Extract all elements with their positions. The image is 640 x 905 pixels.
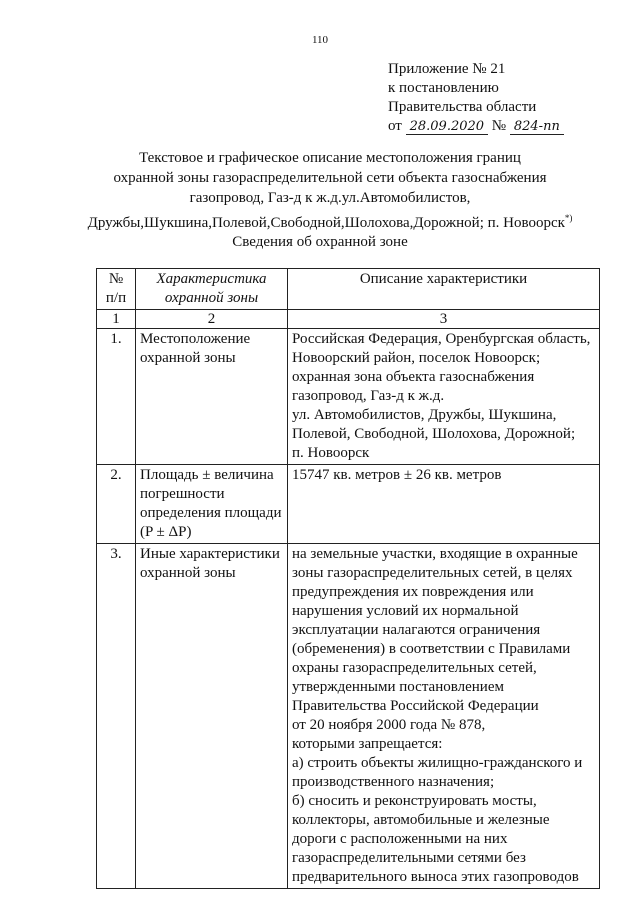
characteristic-line: (P ± ΔP) [140, 524, 192, 540]
number-prefix: № [491, 118, 507, 134]
description-line: газораспределительными сетями без [292, 850, 526, 866]
description-line: зоны газораспределительных сетей, в целях [292, 565, 573, 581]
characteristic-line: охранной зоны [140, 565, 236, 581]
description-line: коллекторы, автомобильные и железные [292, 812, 550, 828]
description-line: предупреждения их повреждения или [292, 584, 534, 600]
column-number: 1 [97, 310, 136, 329]
appendix-line-3: Правительства области [388, 99, 537, 115]
handwritten-number: 824-пп [510, 120, 564, 135]
description-line: производственного назначения; [292, 774, 495, 790]
description-line: б) сносить и реконструировать мосты, [292, 793, 537, 809]
description-line: Полевой, Свободной, Шолохова, Дорожной; [292, 426, 576, 442]
title-line-4-wrap [60, 208, 600, 233]
characteristic-line: Местоположение [140, 331, 251, 347]
characteristic-line: погрешности [140, 486, 225, 502]
description-line: 15747 кв. метров ± 26 кв. метров [292, 467, 502, 483]
appendix-block [388, 60, 564, 136]
date-prefix: от [388, 118, 402, 134]
row-characteristic [136, 544, 288, 889]
description-line: ул. Автомобилистов, Дружбы, Шукшина, [292, 407, 557, 423]
appendix-date-line [388, 117, 564, 136]
column-number: 2 [136, 310, 288, 329]
row-description [288, 465, 600, 544]
characteristic-line: охранной зоны [140, 350, 236, 366]
table-row [97, 465, 600, 544]
header-characteristic [136, 269, 288, 310]
description-line: Новоорский район, поселок Новоорск; [292, 350, 541, 366]
description-line: которыми запрещается: [292, 736, 443, 752]
row-description [288, 544, 600, 889]
description-line: а) строить объекты жилищно-гражданского и [292, 755, 583, 771]
document-title [60, 148, 600, 233]
row-number: 1. [97, 329, 136, 465]
appendix-line-2: к постановлению [388, 80, 499, 96]
description-line: (обременения) в соответствии с Правилами [292, 641, 571, 657]
row-description [288, 329, 600, 465]
description-line: нарушения условий их нормальной [292, 603, 519, 619]
table-row [97, 544, 600, 889]
characteristic-line: определения площади [140, 505, 282, 521]
row-number: 2. [97, 465, 136, 544]
description-line: Правительства Российской Федерации [292, 698, 539, 714]
description-line: от 20 ноября 2000 года № 878, [292, 717, 486, 733]
row-number: 3. [97, 544, 136, 889]
column-number: 3 [288, 310, 600, 329]
characteristic-line: Площадь ± величина [140, 467, 274, 483]
header-char-line1: Характеристика [156, 271, 267, 287]
description-line: эксплуатации налагаются ограничения [292, 622, 541, 638]
header-num-line2: п/п [105, 290, 127, 306]
table-header-row [97, 269, 600, 310]
title-line-4: Дружбы,Шукшина,Полевой,Свободной,Шолохова,Дорожной; п. Новоорск [87, 215, 565, 231]
header-description: Описание характеристики [288, 269, 600, 310]
header-char-line2: охранной зоны [164, 290, 259, 306]
header-num [97, 269, 136, 310]
title-line-3: газопровод, Газ-д к ж.д.ул.Автомобилистов, [189, 190, 471, 206]
row-characteristic [136, 465, 288, 544]
zone-info-table [96, 268, 600, 889]
description-line: Российская Федерация, Оренбургская область, [292, 331, 591, 347]
section-subtitle: Сведения об охранной зоне [232, 234, 408, 250]
header-num-line1: № [108, 271, 124, 287]
handwritten-date: 28.09.2020 [406, 120, 488, 135]
description-line: газопровод, Газ-д к ж.д. [292, 388, 445, 404]
description-line: охранная зона объекта газоснабжения [292, 369, 535, 385]
title-line-2: охранной зоны газораспределительной сети объекта газоснабжения [113, 170, 547, 186]
description-line: дороги с расположенными на них [292, 831, 508, 847]
table-row [97, 329, 600, 465]
column-number-row [97, 310, 600, 329]
page-number: 110 [311, 34, 329, 46]
description-line: охраны газораспределительных сетей, [292, 660, 537, 676]
title-line-1: Текстовое и графическое описание местоположения границ [139, 150, 521, 166]
description-line: на земельные участки, входящие в охранные [292, 546, 578, 562]
description-line: п. Новоорск [292, 445, 370, 461]
description-line: предварительного выноса этих газопроводов [292, 869, 579, 885]
footnote-mark: *) [564, 213, 573, 223]
appendix-title: Приложение № 21 [388, 61, 506, 77]
row-characteristic [136, 329, 288, 465]
description-line: утвержденными постановлением [292, 679, 504, 695]
characteristic-line: Иные характеристики [140, 546, 280, 562]
